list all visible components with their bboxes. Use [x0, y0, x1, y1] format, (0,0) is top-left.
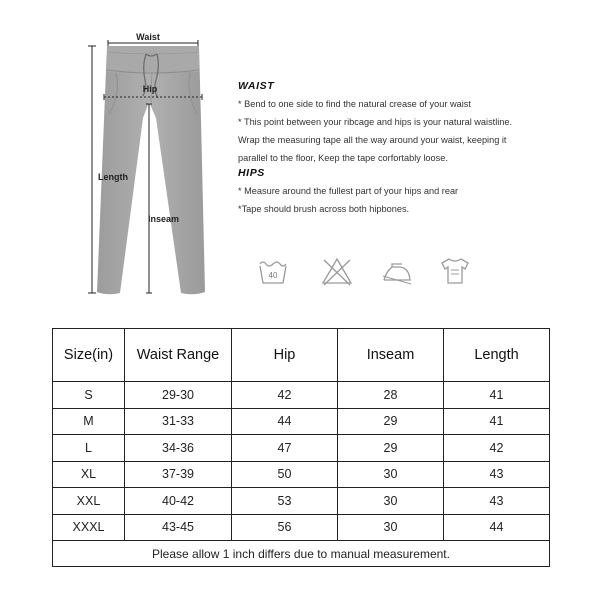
shirt-care-icon — [438, 254, 472, 288]
guide-line: *Tape should brush across both hipbones. — [238, 204, 410, 214]
size-chart-table — [52, 328, 550, 567]
wash-temp-label: 40 — [268, 271, 278, 280]
guide-line: * Measure around the fullest part of your hips and rear — [238, 186, 459, 196]
wash-40-icon — [256, 254, 290, 288]
waist-cell: 37-39 — [125, 461, 232, 488]
length-label: Length — [98, 172, 128, 182]
table-note-row — [53, 541, 550, 567]
size-cell: M — [53, 408, 125, 435]
guide-line: Wrap the measuring tape all the way around your waist, keeping it — [238, 135, 507, 145]
size-cell: L — [53, 435, 125, 462]
hips-heading: HIPS — [238, 167, 265, 179]
length-cell: 44 — [444, 514, 550, 541]
length-cell: 42 — [444, 435, 550, 462]
table-row — [53, 435, 550, 462]
waist-heading: WAIST — [238, 80, 275, 92]
size-cell: S — [53, 382, 125, 409]
waist-cell: 31-33 — [125, 408, 232, 435]
waist-cell: 29-30 — [125, 382, 232, 409]
hip-label: Hip — [142, 84, 158, 94]
guide-line: parallel to the floor, Keep the tape corfortably loose. — [238, 153, 448, 163]
column-header-inseam: Inseam — [338, 329, 444, 382]
hip-cell: 42 — [232, 382, 338, 409]
table-row — [53, 461, 550, 488]
column-header-size: Size(in) — [53, 329, 125, 382]
waist-cell: 43-45 — [125, 514, 232, 541]
iron-icon — [380, 254, 414, 288]
guide-line: * Bend to one side to find the natural crease of your waist — [238, 99, 471, 109]
size-cell: XXL — [53, 488, 125, 515]
measurement-note: Please allow 1 inch differs due to manual measurement. — [53, 541, 550, 567]
waist-label: Waist — [136, 32, 160, 42]
inseam-cell: 30 — [338, 514, 444, 541]
size-cell: XL — [53, 461, 125, 488]
inseam-cell: 29 — [338, 408, 444, 435]
length-cell: 43 — [444, 488, 550, 515]
hip-cell: 47 — [232, 435, 338, 462]
table-header-row — [53, 329, 550, 382]
column-header-length: Length — [444, 329, 550, 382]
length-cell: 41 — [444, 408, 550, 435]
hip-cell: 56 — [232, 514, 338, 541]
waistband — [107, 46, 199, 72]
hip-cell: 53 — [232, 488, 338, 515]
table-row — [53, 514, 550, 541]
inseam-cell: 29 — [338, 435, 444, 462]
inseam-label: Inseam — [148, 214, 180, 224]
inseam-cell: 30 — [338, 461, 444, 488]
table-row — [53, 488, 550, 515]
do-not-bleach-icon — [320, 254, 354, 288]
inseam-cell: 28 — [338, 382, 444, 409]
table-row — [53, 382, 550, 409]
column-header-waist: Waist Range — [125, 329, 232, 382]
size-cell: XXXL — [53, 514, 125, 541]
waist-cell: 34-36 — [125, 435, 232, 462]
waist-cell: 40-42 — [125, 488, 232, 515]
hip-cell: 50 — [232, 461, 338, 488]
table-row — [53, 408, 550, 435]
length-cell: 43 — [444, 461, 550, 488]
measuring-guide — [238, 80, 568, 218]
column-header-hip: Hip — [232, 329, 338, 382]
guide-line: * This point between your ribcage and hips is your natural waistline. — [238, 117, 513, 127]
inseam-cell: 30 — [338, 488, 444, 515]
care-icons — [256, 254, 486, 288]
length-cell: 41 — [444, 382, 550, 409]
hip-cell: 44 — [232, 408, 338, 435]
